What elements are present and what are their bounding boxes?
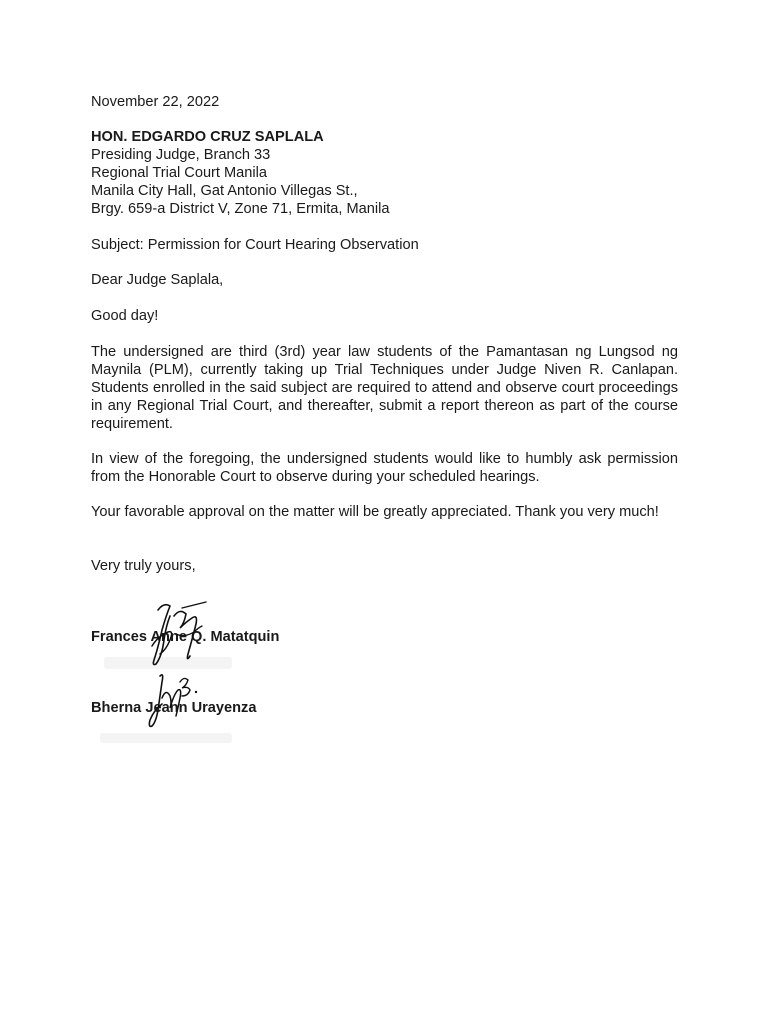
salutation: Dear Judge Saplala, [91,272,224,288]
recipient-block [91,128,389,218]
greeting: Good day! [91,308,159,324]
body-paragraph: In view of the foregoing, the undersigned students would like to humbly ask permission from the Honorable Court to observe during your scheduled hearings. [91,451,678,485]
body-paragraph: Your favorable approval on the matter will be greatly appreciated. Thank you very much! [91,504,659,520]
scan-smudge [100,733,232,743]
signature-image [140,668,212,734]
recipient-name: HON. EDGARDO CRUZ SAPLALA [91,129,324,145]
signatory-name: Bherna Jeann Urayenza [91,700,257,716]
recipient-line-street: Manila City Hall, Gat Antonio Villegas St., [91,183,358,199]
body-paragraph: The undersigned are third (3rd) year law students of the Pamantasan ng Lungsod ng Maynila (PLM), currently taking up Trial Techniques under Judge Niven R. Canlapan. Students enrolled in the said subject are required to attend and observe court proceedings in any Regional Trial Court, and thereafter, submit a report thereon as part of the course requirement. [91,344,678,432]
letter-date: November 22, 2022 [91,94,220,110]
recipient-line-court: Regional Trial Court Manila [91,165,268,181]
recipient-line-title: Presiding Judge, Branch 33 [91,147,271,163]
closing-line: Very truly yours, [91,558,196,574]
subject-line: Subject: Permission for Court Hearing Observation [91,237,419,253]
signature-image [140,596,220,668]
signatory-name: Frances Anne Q. Matatquin [91,629,280,645]
recipient-line-barangay: Brgy. 659-a District V, Zone 71, Ermita, Manila [91,201,390,217]
